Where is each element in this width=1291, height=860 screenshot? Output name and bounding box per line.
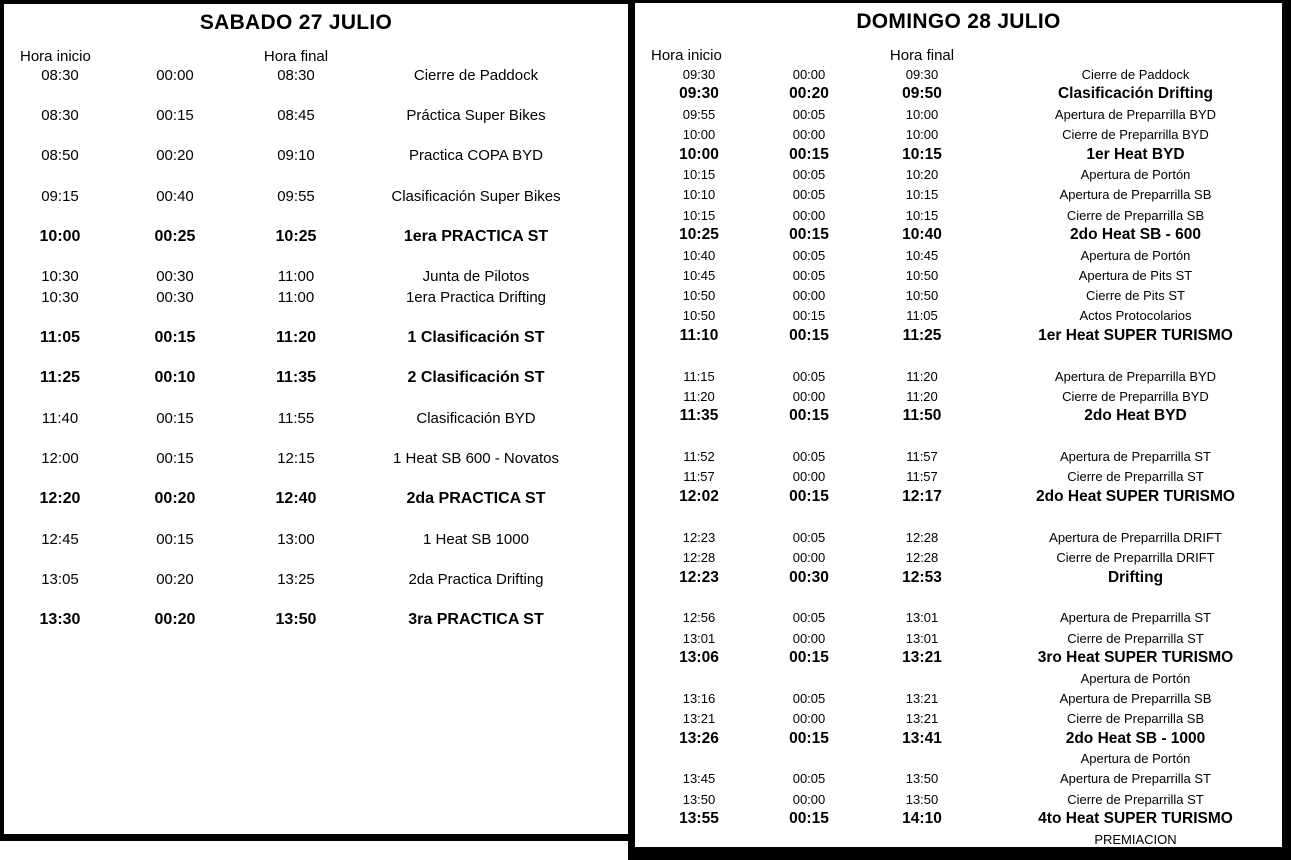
event-cell: Apertura de Pits ST	[1078, 267, 1193, 283]
event-cell: 2do Heat SB - 600	[1070, 226, 1201, 244]
schedule-row	[635, 568, 1282, 588]
duration-cell: 00:15	[154, 328, 196, 346]
event-cell: 1era Practica Drifting	[405, 288, 547, 306]
start-column-header: Hora inicio	[651, 46, 722, 64]
schedule-row	[635, 286, 1282, 306]
end-time-cell: 13:41	[902, 729, 942, 747]
duration-cell: 00:30	[156, 288, 194, 306]
duration-cell: 00:15	[789, 226, 829, 244]
duration-cell: 00:20	[156, 571, 194, 589]
start-time-cell: 12:23	[679, 568, 719, 586]
event-cell: Cierre de Paddock	[413, 66, 539, 84]
schedule-row	[635, 829, 1282, 849]
duration-cell: 00:15	[789, 407, 829, 425]
schedule-row	[635, 306, 1282, 326]
start-time-cell: 12:56	[682, 610, 716, 626]
event-cell: 3ra PRACTICA ST	[408, 611, 544, 629]
end-time-cell: 13:50	[905, 771, 939, 787]
event-cell: Apertura de Preparrilla ST	[1059, 610, 1211, 626]
schedule-row	[635, 608, 1282, 628]
event-cell: 1 Clasificación ST	[407, 328, 545, 346]
end-time-cell: 13:01	[905, 610, 939, 626]
event-cell: Clasificación BYD	[416, 409, 536, 427]
spacer-row	[4, 428, 628, 448]
event-cell: Práctica Super Bikes	[406, 106, 546, 124]
schedule-row	[635, 326, 1282, 346]
start-time-cell: 08:30	[41, 106, 79, 124]
event-cell: 2 Clasificación ST	[407, 368, 545, 386]
saturday-panel	[0, 0, 634, 841]
sunday-table-header	[635, 46, 1282, 64]
start-time-cell: 10:00	[679, 145, 719, 163]
duration-cell: 00:25	[154, 227, 196, 245]
duration-cell: 00:05	[792, 368, 826, 384]
schedule-row	[635, 406, 1282, 426]
duration-cell: 00:00	[792, 288, 826, 304]
start-time-cell: 09:30	[682, 66, 716, 82]
event-cell: Apertura de Preparrilla BYD	[1054, 368, 1217, 384]
start-time-cell: 10:00	[682, 126, 716, 142]
sunday-title: DOMINGO 28 JULIO	[856, 10, 1061, 33]
event-cell: 2do Heat SUPER TURISMO	[1036, 488, 1235, 506]
start-time-cell: 11:57	[683, 469, 715, 485]
start-time-cell: 09:30	[679, 85, 719, 103]
end-time-cell: 09:55	[277, 187, 315, 205]
duration-cell: 00:00	[792, 711, 826, 727]
start-time-cell: 11:25	[39, 368, 81, 386]
schedule-row	[4, 408, 628, 428]
end-time-cell: 10:50	[905, 267, 939, 283]
end-time-cell: 11:57	[906, 469, 938, 485]
duration-cell: 00:15	[789, 145, 829, 163]
end-time-cell: 11:20	[275, 328, 317, 346]
schedule-row	[635, 709, 1282, 729]
spacer-row	[4, 166, 628, 186]
start-time-cell: 09:55	[682, 106, 716, 122]
end-time-cell: 11:20	[906, 388, 938, 404]
schedule-row	[4, 186, 628, 206]
event-cell: Apertura de Preparrilla DRIFT	[1049, 529, 1222, 545]
end-column-header: Hora final	[889, 46, 955, 64]
start-time-cell: 11:20	[683, 388, 715, 404]
duration-cell: 00:05	[792, 167, 826, 183]
end-time-cell: 14:10	[902, 810, 942, 828]
duration-cell: 00:15	[789, 649, 829, 667]
spacer-row	[4, 85, 628, 105]
start-time-cell: 10:40	[682, 247, 716, 263]
duration-cell: 00:20	[154, 490, 196, 508]
end-time-cell: 10:00	[905, 106, 939, 122]
end-time-cell: 09:30	[905, 66, 939, 82]
schedule-row	[4, 287, 628, 307]
schedule-row	[635, 165, 1282, 185]
start-time-cell: 10:25	[679, 226, 719, 244]
duration-cell: 00:00	[792, 126, 826, 142]
schedule-row	[635, 789, 1282, 809]
duration-cell: 00:15	[156, 106, 194, 124]
start-time-cell: 13:06	[679, 649, 719, 667]
duration-cell: 00:00	[156, 66, 194, 84]
end-time-cell: 08:30	[277, 66, 315, 84]
end-time-cell: 11:50	[902, 407, 942, 425]
schedule-row	[635, 729, 1282, 749]
event-cell: Apertura de Preparrilla SB	[1059, 690, 1212, 706]
duration-cell: 00:05	[792, 771, 826, 787]
start-time-cell: 12:45	[41, 530, 79, 548]
spacer-row	[4, 388, 628, 408]
end-time-cell: 13:21	[905, 711, 939, 727]
duration-cell: 00:05	[792, 529, 826, 545]
schedule-row	[4, 105, 628, 125]
schedule-row	[635, 185, 1282, 205]
event-cell: 1era PRACTICA ST	[403, 227, 549, 245]
duration-cell: 00:15	[789, 326, 829, 344]
spacer-row	[635, 427, 1282, 447]
end-time-cell: 10:20	[905, 167, 939, 183]
duration-cell: 00:30	[789, 568, 829, 586]
start-time-cell: 13:45	[682, 771, 716, 787]
schedule-row	[4, 65, 628, 85]
event-cell: Cierre de Preparrilla BYD	[1062, 126, 1209, 142]
start-time-cell: 12:20	[39, 490, 81, 508]
schedule-row	[635, 628, 1282, 648]
duration-cell: 00:15	[156, 530, 194, 548]
start-time-cell: 13:01	[682, 630, 716, 646]
start-time-cell: 13:50	[682, 791, 716, 807]
event-cell: Junta de Pilotos	[422, 268, 530, 286]
event-cell: 1er Heat BYD	[1086, 145, 1185, 163]
event-cell: Actos Protocolarios	[1079, 308, 1192, 324]
end-column-header: Hora final	[263, 47, 329, 65]
start-time-cell: 12:02	[679, 488, 719, 506]
event-cell: Drifting	[1107, 568, 1164, 586]
start-time-cell: 13:55	[679, 810, 719, 828]
end-time-cell: 10:15	[905, 207, 939, 223]
start-time-cell: 08:50	[41, 147, 79, 165]
end-time-cell: 10:25	[275, 227, 317, 245]
duration-cell: 00:05	[792, 106, 826, 122]
duration-cell: 00:20	[154, 611, 196, 629]
duration-cell: 00:15	[789, 810, 829, 828]
schedule-row	[635, 688, 1282, 708]
duration-cell: 00:05	[792, 247, 826, 263]
schedule-row	[635, 467, 1282, 487]
end-time-cell: 13:21	[902, 649, 942, 667]
duration-cell: 00:15	[789, 729, 829, 747]
start-time-cell: 13:30	[39, 611, 81, 629]
event-cell: Cierre de Pits ST	[1086, 288, 1185, 304]
start-time-cell: 11:35	[679, 407, 719, 425]
end-time-cell: 12:17	[902, 488, 942, 506]
schedule-row	[635, 124, 1282, 144]
schedule-row	[635, 145, 1282, 165]
spacer-row	[4, 348, 628, 368]
schedule-row	[4, 449, 628, 469]
end-time-cell: 11:00	[277, 268, 315, 286]
start-time-cell: 10:00	[39, 227, 81, 245]
spacer-row	[4, 590, 628, 610]
spacer-row	[4, 550, 628, 570]
start-time-cell: 13:21	[682, 711, 716, 727]
schedule-row	[4, 570, 628, 590]
end-time-cell: 12:15	[277, 450, 315, 468]
event-cell: 4to Heat SUPER TURISMO	[1038, 810, 1233, 828]
spacer-row	[4, 469, 628, 489]
end-time-cell: 11:57	[906, 449, 938, 465]
event-cell: Cierre de Preparrilla BYD	[1062, 388, 1209, 404]
spacer-row	[4, 126, 628, 146]
schedule-row	[4, 327, 628, 347]
event-cell: Practica COPA BYD	[409, 147, 543, 165]
start-time-cell: 11:52	[683, 449, 715, 465]
schedule-row	[635, 225, 1282, 245]
schedule-row	[4, 610, 628, 630]
schedule-row	[635, 809, 1282, 829]
saturday-table-header	[4, 47, 628, 65]
duration-cell: 00:05	[792, 610, 826, 626]
schedule-row	[635, 769, 1282, 789]
start-time-cell: 08:30	[41, 66, 79, 84]
duration-cell: 00:15	[789, 488, 829, 506]
schedule-row	[635, 749, 1282, 769]
event-cell: Cierre de Preparrilla ST	[1067, 469, 1204, 485]
spacer-row	[4, 509, 628, 529]
duration-cell: 00:00	[792, 791, 826, 807]
spacer-row	[635, 588, 1282, 608]
event-cell: Apertura de Portón	[1080, 247, 1191, 263]
schedule-row	[635, 447, 1282, 467]
start-time-cell: 13:05	[41, 571, 79, 589]
duration-cell: 00:05	[792, 449, 826, 465]
schedule-row	[635, 668, 1282, 688]
duration-cell: 00:05	[792, 187, 826, 203]
start-time-cell: 09:15	[41, 187, 79, 205]
event-cell: Apertura de Portón	[1080, 167, 1191, 183]
saturday-schedule-table	[4, 65, 628, 630]
event-cell: Cierre de Preparrilla SB	[1066, 711, 1205, 727]
start-time-cell: 12:00	[41, 450, 79, 468]
end-time-cell: 10:40	[902, 226, 942, 244]
event-cell: 2do Heat SB - 1000	[1065, 729, 1206, 747]
event-cell: Cierre de Preparrilla SB	[1066, 207, 1205, 223]
start-time-cell: 10:15	[682, 207, 716, 223]
spacer-row	[4, 206, 628, 226]
schedule-row	[635, 245, 1282, 265]
end-time-cell: 11:55	[277, 409, 315, 427]
duration-cell: 00:00	[792, 388, 826, 404]
end-time-cell: 11:00	[277, 288, 315, 306]
event-cell: Apertura de Preparrilla ST	[1059, 771, 1211, 787]
schedule-row	[4, 529, 628, 549]
end-time-cell: 09:10	[277, 147, 315, 165]
duration-cell: 00:30	[156, 268, 194, 286]
event-cell: Cierre de Preparrilla ST	[1067, 791, 1204, 807]
event-cell: Clasificación Super Bikes	[391, 187, 561, 205]
schedule-row	[635, 84, 1282, 104]
end-time-cell: 12:53	[902, 568, 942, 586]
start-time-cell: 13:16	[682, 690, 716, 706]
duration-cell: 00:10	[154, 368, 196, 386]
start-time-cell: 11:15	[683, 368, 715, 384]
end-time-cell: 13:25	[277, 571, 315, 589]
schedule-row	[635, 648, 1282, 668]
schedule-row	[635, 64, 1282, 84]
sunday-panel	[628, 0, 1291, 860]
event-cell: 2do Heat BYD	[1084, 407, 1187, 425]
end-time-cell: 13:50	[905, 791, 939, 807]
spacer-row	[635, 507, 1282, 527]
end-time-cell: 13:50	[275, 611, 317, 629]
schedule-row	[635, 265, 1282, 285]
schedule-row	[635, 386, 1282, 406]
end-time-cell: 09:50	[902, 85, 942, 103]
sunday-schedule-table	[635, 64, 1282, 849]
spacer-row	[4, 307, 628, 327]
schedule-row	[635, 547, 1282, 567]
end-time-cell: 11:35	[275, 368, 317, 386]
start-time-cell: 11:10	[679, 326, 719, 344]
end-time-cell: 10:45	[905, 247, 939, 263]
event-cell: Apertura de Preparrilla BYD	[1054, 106, 1217, 122]
schedule-row	[635, 104, 1282, 124]
end-time-cell: 10:15	[902, 145, 942, 163]
duration-cell: 00:15	[156, 450, 194, 468]
end-time-cell: 11:25	[902, 326, 942, 344]
end-time-cell: 12:40	[275, 490, 317, 508]
event-cell: Apertura de Portón	[1080, 751, 1191, 767]
end-time-cell: 08:45	[277, 106, 315, 124]
schedule-row	[4, 368, 628, 388]
start-time-cell: 10:15	[682, 167, 716, 183]
end-time-cell: 12:28	[905, 529, 939, 545]
end-time-cell: 10:15	[905, 187, 939, 203]
start-time-cell: 13:26	[679, 729, 719, 747]
schedule-row	[4, 267, 628, 287]
end-time-cell: 11:20	[906, 368, 938, 384]
schedule-row	[635, 205, 1282, 225]
duration-cell: 00:00	[792, 549, 826, 565]
spacer-row	[635, 346, 1282, 366]
duration-cell: 00:40	[156, 187, 194, 205]
end-time-cell: 12:28	[905, 549, 939, 565]
event-cell: 2da Practica Drifting	[408, 571, 544, 589]
start-time-cell: 10:45	[682, 267, 716, 283]
end-time-cell: 10:00	[905, 126, 939, 142]
end-time-cell: 11:05	[906, 308, 938, 324]
event-cell: Cierre de Paddock	[1081, 66, 1190, 82]
event-cell: PREMIACION	[1094, 831, 1177, 847]
duration-cell: 00:00	[792, 66, 826, 82]
end-time-cell: 13:00	[277, 530, 315, 548]
event-cell: Apertura de Preparrilla ST	[1059, 449, 1211, 465]
start-column-header: Hora inicio	[20, 47, 91, 65]
duration-cell: 00:20	[156, 147, 194, 165]
duration-cell: 00:20	[789, 85, 829, 103]
schedule-row	[635, 527, 1282, 547]
schedule-row	[635, 366, 1282, 386]
event-cell: Apertura de Preparrilla SB	[1059, 187, 1212, 203]
event-cell: 1 Heat SB 600 - Novatos	[393, 450, 559, 468]
schedule-row	[635, 487, 1282, 507]
end-time-cell: 10:50	[905, 288, 939, 304]
start-time-cell: 10:30	[41, 288, 79, 306]
event-cell: Apertura de Portón	[1080, 670, 1191, 686]
event-cell: Cierre de Preparrilla ST	[1067, 630, 1204, 646]
start-time-cell: 11:40	[41, 409, 79, 427]
event-cell: 1er Heat SUPER TURISMO	[1038, 326, 1233, 344]
start-time-cell: 12:23	[682, 529, 716, 545]
schedule-row	[4, 146, 628, 166]
duration-cell: 00:00	[792, 207, 826, 223]
spacer-row	[4, 247, 628, 267]
duration-cell: 00:15	[156, 409, 194, 427]
duration-cell: 00:05	[792, 690, 826, 706]
end-time-cell: 13:21	[905, 690, 939, 706]
event-cell: 2da PRACTICA ST	[406, 490, 546, 508]
saturday-title: SABADO 27 JULIO	[199, 11, 393, 34]
event-cell: 1 Heat SB 1000	[423, 530, 529, 548]
end-time-cell: 13:01	[905, 630, 939, 646]
event-cell: Clasificación Drifting	[1057, 85, 1214, 103]
duration-cell: 00:15	[792, 308, 826, 324]
schedule-row	[4, 227, 628, 247]
duration-cell: 00:00	[792, 469, 826, 485]
start-time-cell: 10:30	[41, 268, 79, 286]
duration-cell: 00:05	[792, 267, 826, 283]
start-time-cell: 10:50	[682, 308, 716, 324]
start-time-cell: 10:50	[682, 288, 716, 304]
start-time-cell: 11:05	[39, 328, 81, 346]
event-cell: 3ro Heat SUPER TURISMO	[1037, 649, 1234, 667]
schedule-row	[4, 489, 628, 509]
duration-cell: 00:00	[792, 630, 826, 646]
event-cell: Cierre de Preparrilla DRIFT	[1056, 549, 1215, 565]
start-time-cell: 12:28	[682, 549, 716, 565]
start-time-cell: 10:10	[682, 187, 716, 203]
